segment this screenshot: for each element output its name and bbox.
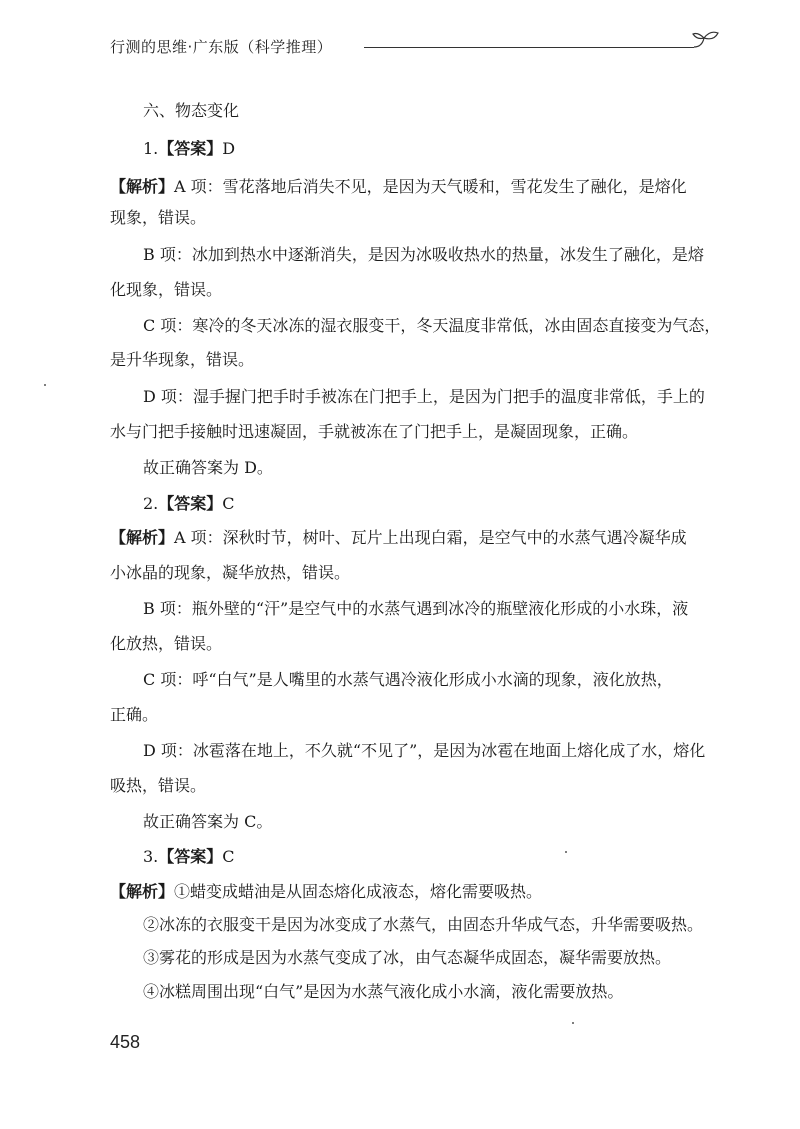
- section-title: 六、物态变化: [143, 101, 240, 120]
- q2-b-line2: 化放热，错误。: [110, 634, 223, 653]
- q2-analysis-a: [110, 528, 687, 548]
- q1-conclusion: 故正确答案为 D。: [143, 458, 273, 477]
- analysis-label: 【解析】: [110, 177, 175, 196]
- answer-number: 2.: [143, 494, 159, 513]
- sprout-icon: [692, 28, 720, 54]
- page-number: 458: [110, 1032, 141, 1052]
- q1-a-line2: 现象，错误。: [110, 208, 207, 227]
- analysis-label: 【解析】: [110, 528, 175, 547]
- analysis-label: 【解析】: [110, 882, 175, 901]
- answer-3: [143, 847, 235, 867]
- q2-conclusion: 故正确答案为 C。: [143, 812, 273, 831]
- scan-speck: [44, 384, 46, 386]
- q1-d-line1: D 项：湿手握门把手时手被冻在门把手上，是因为门把手的温度非常低，手上的: [143, 387, 705, 406]
- q2-a-line2: 小冰晶的现象，凝华放热，错误。: [110, 563, 351, 582]
- q2-d-line1: D 项：冰雹落在地上，不久就“不见了”，是因为冰雹在地面上熔化成了水，熔化: [143, 741, 706, 760]
- q3-analysis: [110, 882, 542, 902]
- q1-c-line2: 是升华现象，错误。: [110, 350, 255, 369]
- answer-value: C: [222, 847, 235, 866]
- q3-statement-2: ②冰冻的衣服变干是因为冰变成了水蒸气，由固态升华成气态，升华需要吸热。: [143, 915, 704, 934]
- q2-c-line2: 正确。: [110, 705, 159, 724]
- q3-statement-1: ①蜡变成蜡油是从固态熔化成液态，熔化需要吸热。: [174, 882, 543, 901]
- header-title: 行测的思维·广东版（科学推理）: [110, 38, 333, 56]
- answer-value: D: [222, 139, 236, 158]
- header-rule: [364, 47, 694, 48]
- scan-speck: [572, 1022, 574, 1024]
- answer-number: 3.: [143, 847, 159, 866]
- answer-label: 【答案】: [158, 139, 223, 158]
- q3-statement-3: ③雾花的形成是因为水蒸气变成了冰，由气态凝华成固态，凝华需要放热。: [143, 948, 672, 967]
- q1-b-line2: 化现象，错误。: [110, 280, 223, 299]
- q1-b-line1: B 项：冰加到热水中逐渐消失，是因为冰吸收热水的热量，冰发生了融化，是熔: [143, 245, 704, 264]
- q3-statement-4: ④冰糕周围出现“白气”是因为水蒸气液化成小水滴，液化需要放热。: [143, 982, 624, 1001]
- answer-label: 【答案】: [158, 494, 223, 513]
- q2-c-line1: C 项：呼“白气”是人嘴里的水蒸气遇冷液化形成小水滴的现象，液化放热，: [143, 670, 673, 689]
- answer-number: 1.: [143, 139, 159, 158]
- q2-d-line2: 吸热，错误。: [110, 776, 207, 795]
- answer-label: 【答案】: [158, 847, 223, 866]
- scan-speck: [565, 851, 567, 853]
- running-header: [110, 36, 710, 56]
- answer-1: [143, 139, 235, 159]
- answer-value: C: [222, 494, 235, 513]
- q2-b-line1: B 项：瓶外壁的“汗”是空气中的水蒸气遇到冰冷的瓶壁液化形成的小水珠，液: [143, 599, 689, 618]
- q1-c-line1: C 项：寒冷的冬天冰冻的湿衣服变干，冬天温度非常低，冰由固态直接变为气态，: [143, 316, 721, 335]
- q1-a-line1: A 项：雪花落地后消失不见，是因为天气暖和，雪花发生了融化，是熔化: [174, 177, 687, 196]
- q1-analysis-a: [110, 177, 687, 197]
- q2-a-line1: A 项：深秋时节，树叶、瓦片上出现白霜，是空气中的水蒸气遇冷凝华成: [174, 528, 687, 547]
- q1-d-line2: 水与门把手接触时迅速凝固，手就被冻在了门把手上，是凝固现象，正确。: [110, 422, 639, 441]
- answer-2: [143, 494, 235, 514]
